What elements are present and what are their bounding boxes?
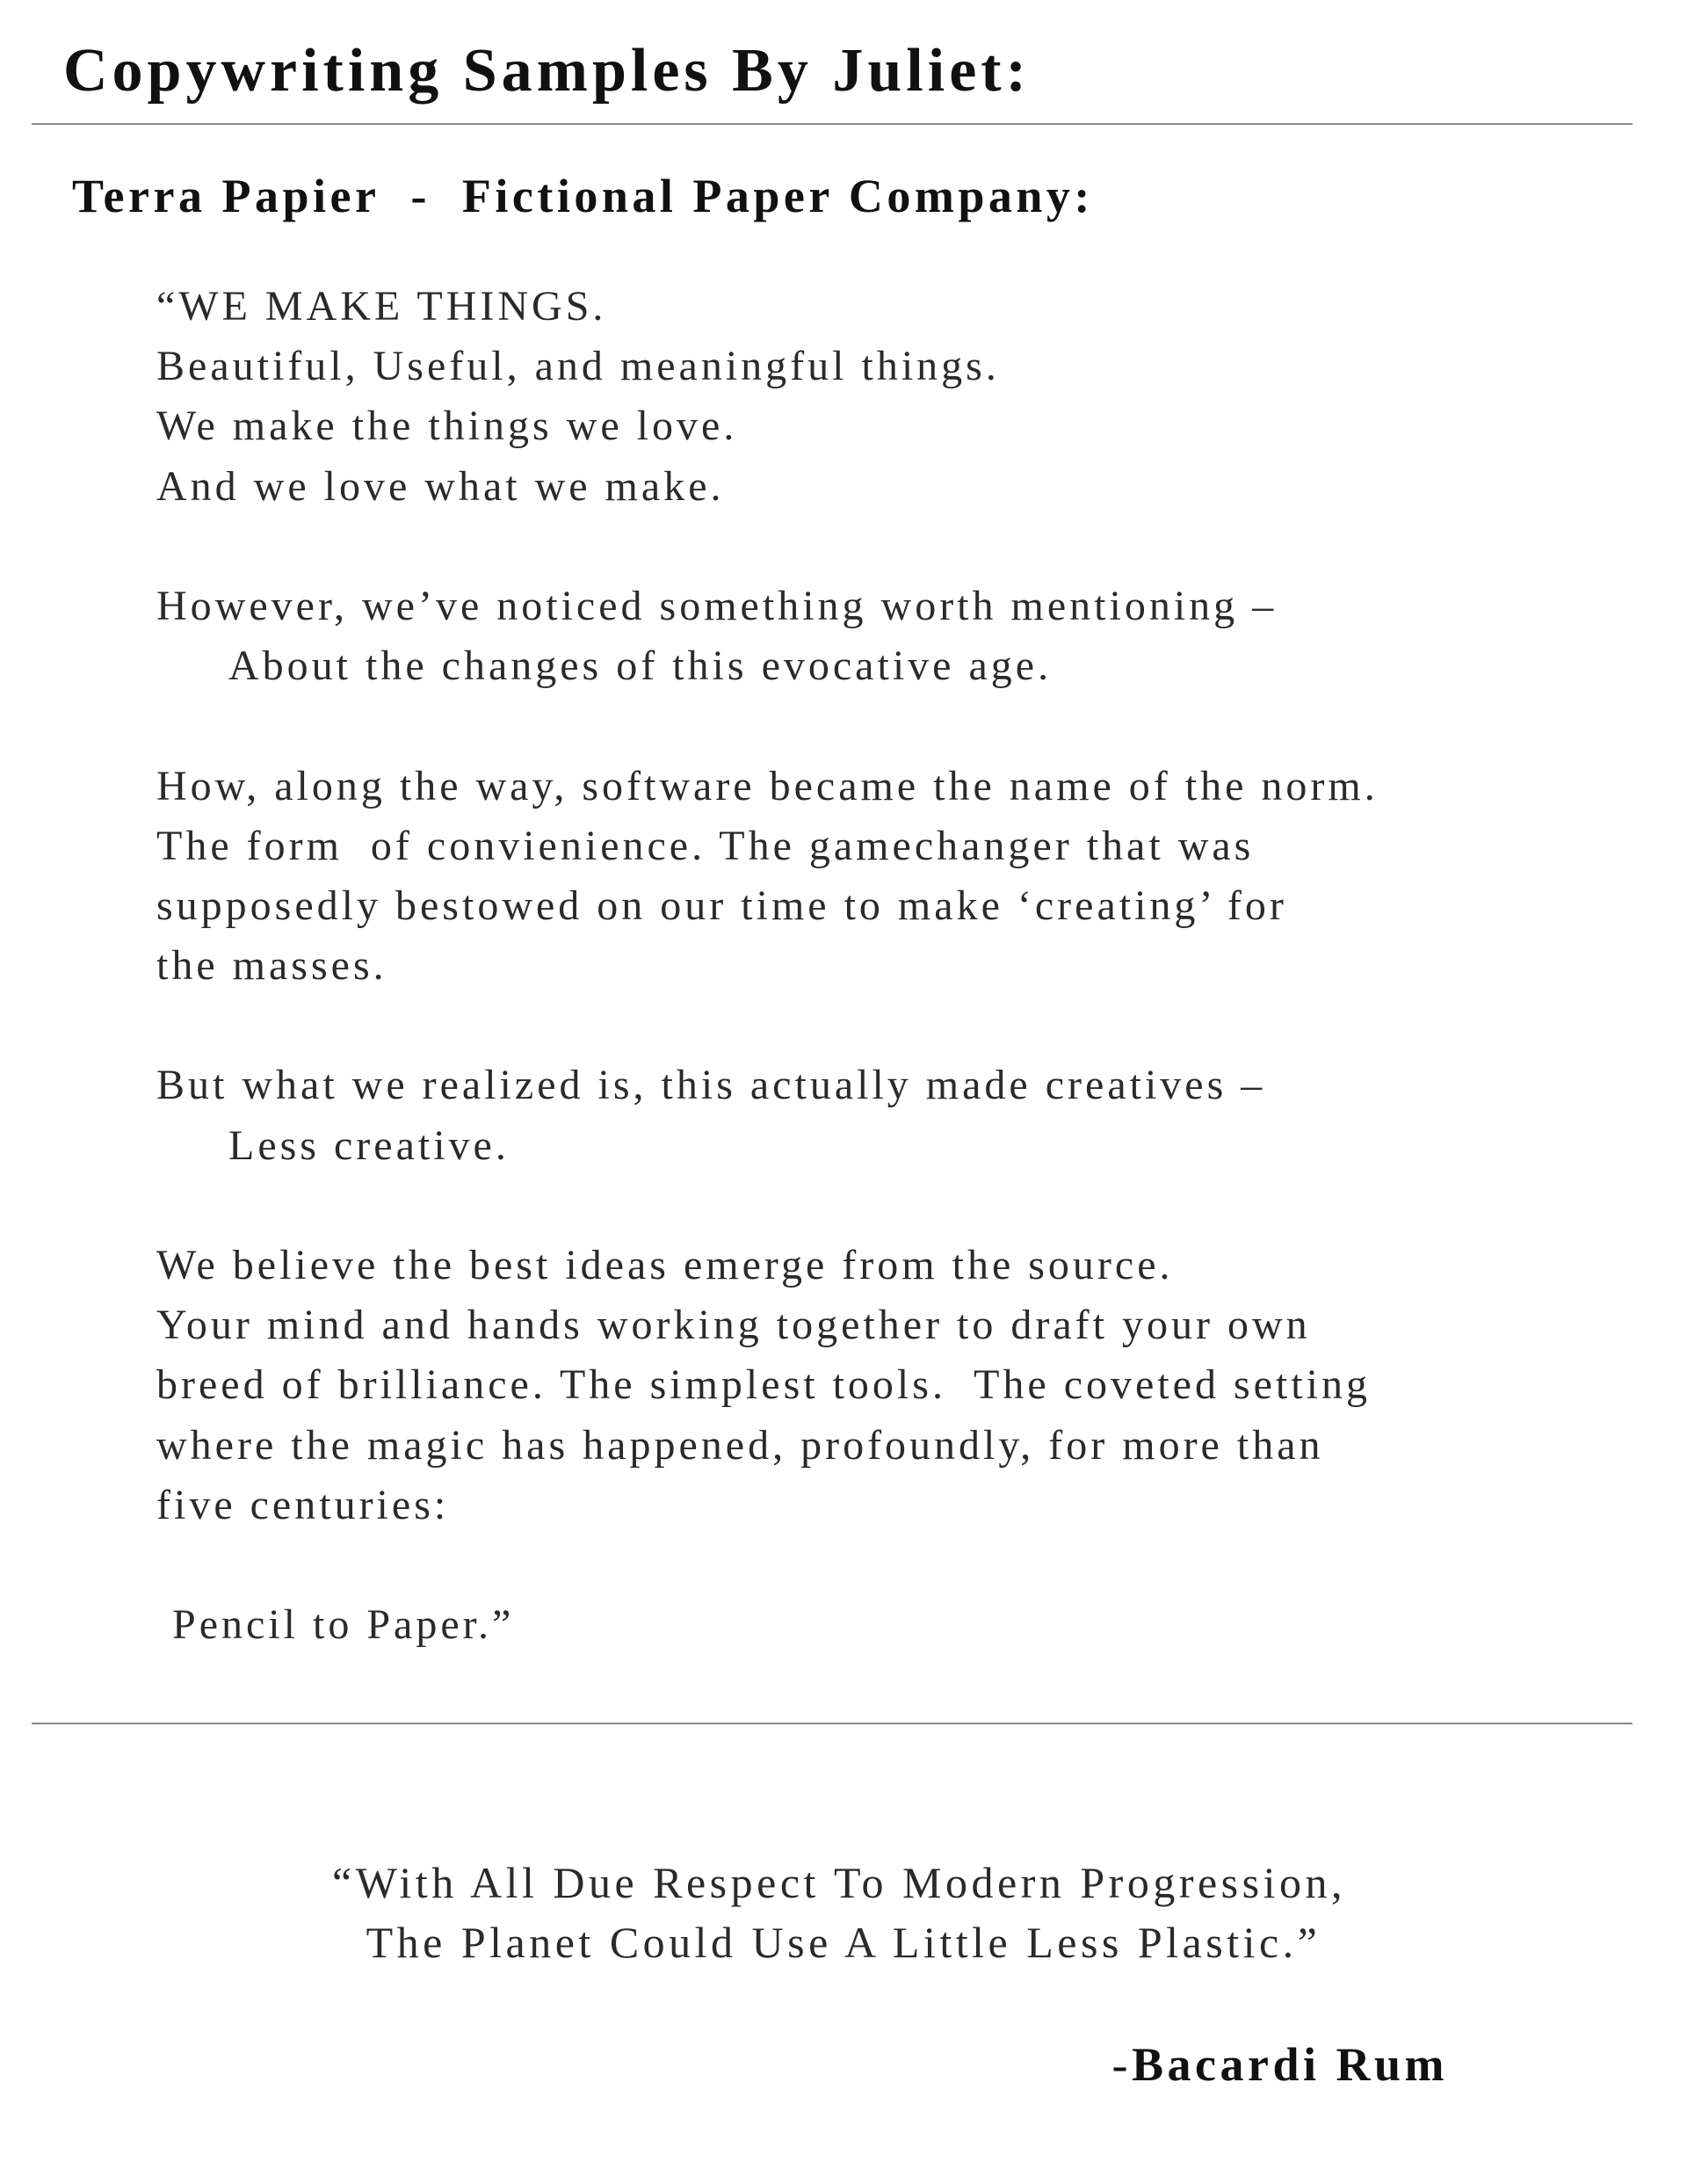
copy-line: breed of brilliance. The simplest tools. The coveted setting <box>156 1361 1371 1409</box>
copy-line: Pencil to Paper.” <box>172 1601 515 1649</box>
quote-attribution <box>1112 2034 1448 2095</box>
copy-line: Your mind and hands working together to draft your own <box>156 1302 1311 1349</box>
copy-line: We believe the best ideas emerge from the source. <box>156 1242 1174 1288</box>
copy-line: But what we realized is, this actually made creatives – <box>156 1062 1266 1109</box>
quote-line: The Planet Could Use A Little Less Plastic.” <box>366 1918 1321 1967</box>
copy-line: We make the things we love. <box>156 403 738 450</box>
attribution-dash: - <box>1111 2038 1132 2091</box>
copy-line: five centuries: <box>156 1481 450 1528</box>
copy-line: Less creative. <box>228 1121 510 1169</box>
copy-line: The form of convienience. The gamechanger that was <box>156 822 1255 869</box>
attribution-brand: Bacardi Rum <box>1132 2038 1448 2091</box>
copy-line: How, along the way, software became the name of the norm. <box>156 762 1379 809</box>
copy-line: where the magic has happened, profoundly, for more than <box>156 1421 1324 1469</box>
quote-line: “With All Due Respect To Modern Progression, <box>332 1858 1346 1907</box>
copy-line: the masses. <box>156 942 387 990</box>
bacardi-quote <box>0 1853 1687 1972</box>
top-divider <box>32 123 1633 125</box>
terra-papier-copy <box>156 277 1615 1655</box>
stanza-gap <box>156 1535 1615 1595</box>
stanza-gap <box>156 996 1615 1056</box>
copy-line: supposedly bestowed on our time to make ‘creating’ for <box>156 882 1287 929</box>
section-heading-terra-papier: Terra Papier - Fictional Paper Company: <box>72 170 1094 222</box>
stanza-gap <box>156 696 1615 756</box>
stanza-gap <box>156 517 1615 577</box>
copy-line: Beautiful, Useful, and meaningful things. <box>156 343 1000 390</box>
copy-line: And we love what we make. <box>156 462 725 510</box>
copy-line: “WE MAKE THINGS. <box>156 283 607 330</box>
copy-line: However, we’ve noticed something worth mentioning – <box>156 582 1278 629</box>
bottom-divider <box>32 1723 1633 1724</box>
page-title: Copywriting Samples By Juliet: <box>63 37 1031 105</box>
copy-line: About the changes of this evocative age. <box>228 642 1053 690</box>
stanza-gap <box>156 1176 1615 1236</box>
